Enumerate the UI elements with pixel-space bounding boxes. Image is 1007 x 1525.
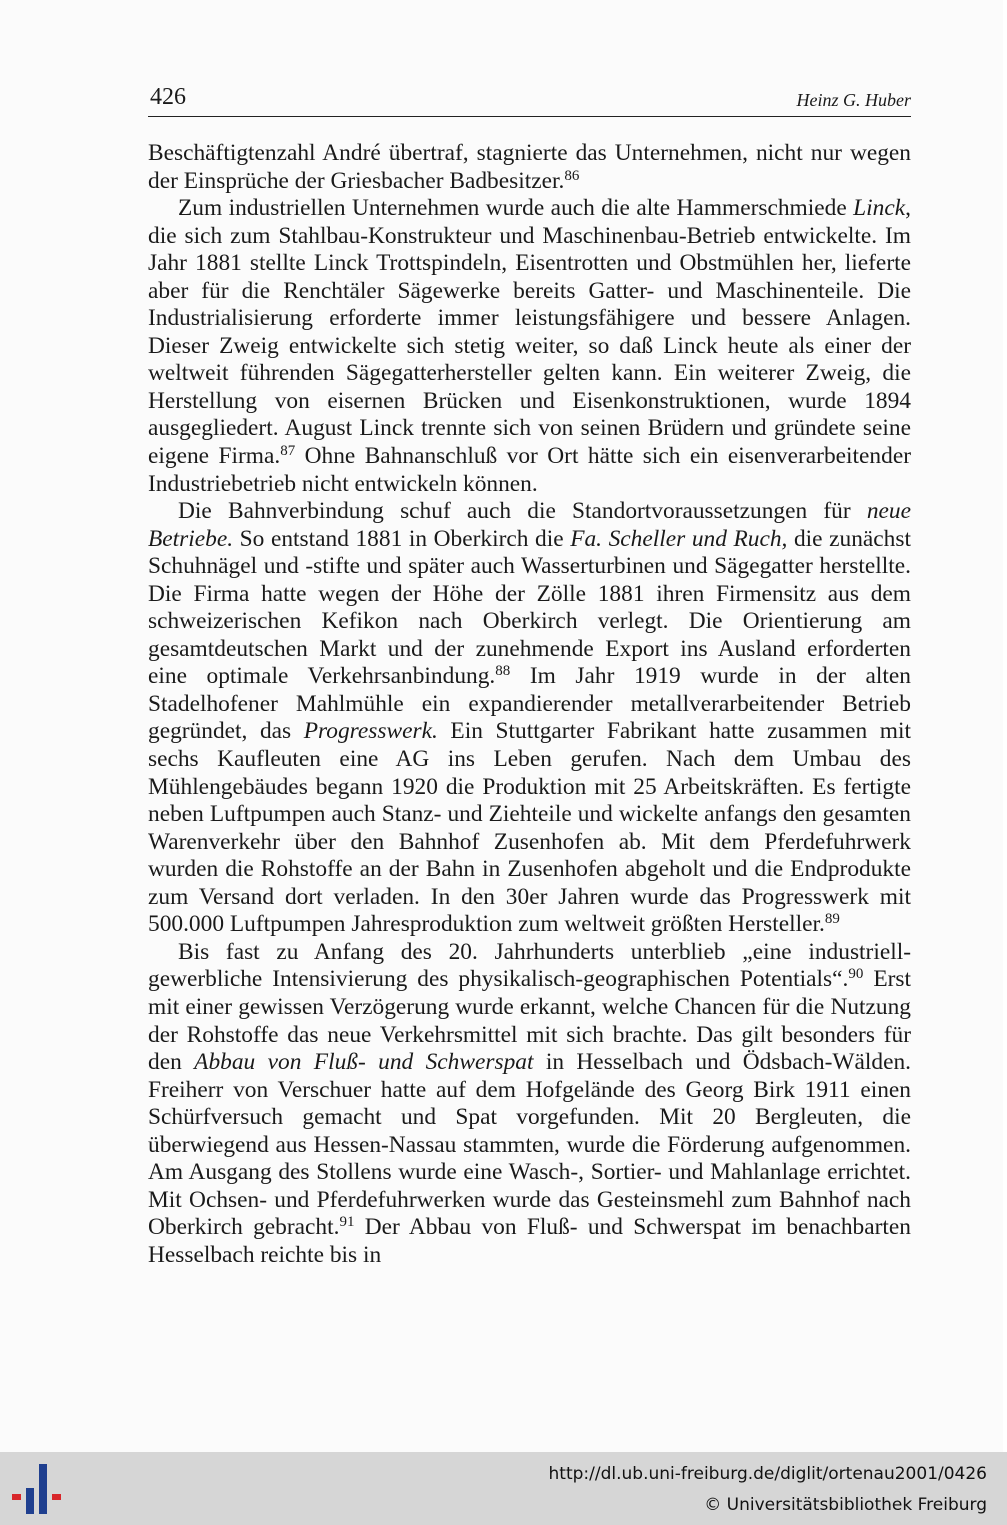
footnote-marker: 86 [564, 167, 580, 184]
page-header [148, 82, 911, 117]
text-run: Erst mit einer gewissen Verzögerung wurde erkannt, welche Chancen für die Nutzung der Rohstoffe das neue Verkehrsmittel mit sich brachte. Das gilt besonders für den [148, 966, 911, 1076]
footnote-marker: 87 [280, 443, 296, 460]
footnote-marker: 88 [495, 663, 511, 680]
footnote-marker: 89 [824, 911, 840, 928]
italic-term: Fa. Scheller und Ruch, [570, 525, 788, 552]
footnote-marker: 90 [848, 966, 864, 983]
italic-term: Linck [853, 195, 906, 222]
text-run: Beschäftigtenzahl André übertraf, stagnierte das Unternehmen, nicht nur wegen der Einsprüche der Griesbacher Badbesitzer. [148, 140, 911, 194]
text-run: Zum industriellen Unternehmen wurde auch die alte Hammerschmiede [178, 195, 854, 222]
permalink-url[interactable]: http://dl.ub.uni-freiburg.de/diglit/ortenau2001/0426 [548, 1464, 987, 1484]
text-run: in Hesselbach und Ödsbach-Wälden. Freiherr von Verschuer hatte auf dem Hofgelände des Georg Birk 1911 einen Schürfversuch gemacht und Spat vorgefunden. Mit 20 Bergleuten, die überwiegend aus Hessen-Nassau stammten, wurde die Förderung aufgenommen. Am Ausgang des Stollens wurde eine Wasch-, Sortier- und Mahlanlage errichtet. Mit Ochsen- und Pferdefuhrwerken wurde das Gesteinsmehl zum Bahnhof nach Oberkirch gebracht. [148, 1049, 911, 1241]
text-run: Der Abbau von Fluß- und Schwerspat im benachbarten Hesselbach reichte bis in [148, 1214, 911, 1268]
body-paragraph [148, 939, 911, 1270]
text-run: Im Jahr 1919 wurde in der alten Stadelhofener Mahlmühle ein expandierender metallverarbeitender Betrieb gegründet, das [148, 663, 911, 745]
body-paragraph [148, 498, 911, 939]
body-text [148, 140, 911, 1269]
italic-term: Progresswerk. [303, 718, 438, 745]
body-paragraph [148, 140, 911, 195]
running-head-author: Heinz G. Huber [796, 90, 911, 110]
text-run: die zunächst Schuhnägel und -stifte und später auch Wasserturbinen und Sägegatter herstellte. Die Firma hatte wegen der Höhe der Zölle 1881 ihren Firmensitz aus dem schweizerischen Kefikon nach Oberkirch verlegt. Die Orientierung am gesamtdeutschen Markt und der zunehmende Export ins Ausland erforderten eine optimale Verkehrsanbindung. [148, 525, 911, 690]
ub-freiburg-logo-icon [12, 1464, 64, 1514]
text-run: Bis fast zu Anfang des 20. Jahrhunderts unterblieb „eine industriell-gewerbliche Intensivierung des physikalisch-geographischen Potentials“. [148, 938, 911, 993]
italic-term: Abbau von Fluß- und Schwerspat [194, 1049, 534, 1076]
italic-term: neue Betriebe. [148, 498, 911, 552]
footnote-marker: 91 [339, 1214, 355, 1231]
text-run: Ohne Bahnanschluß vor Ort hätte sich ein eisenverarbeitender Industriebetrieb nicht entwickeln können. [148, 443, 911, 497]
text-run: , die sich zum Stahlbau-Konstrukteur und Maschinenbau-Betrieb entwickelte. Im Jahr 1881 stellte Linck Trottspindeln, Eisentrotten und Obstmühlen her, lieferte aber für die Renchtäler Sägewerke bereits Gatter- und Maschinenteile. Die Industrialisierung erforderte immer leistungsfähigere und bessere Anlagen. Dieser Zweig entwickelte sich stetig weiter, so daß Linck heute als einer der weltweit führenden Sägegatterhersteller gelten kann. Ein weiterer Zweig, die Herstellung von eisernen Brücken und Eisenkonstruktionen, wurde 1894 ausgegliedert. August Linck trennte sich von seinen Brüdern und gründete seine eigene Firma. [148, 195, 911, 470]
copyright-notice: © Universitätsbibliothek Freiburg [704, 1495, 987, 1515]
page-number: 426 [150, 84, 186, 110]
text-run: So entstand 1881 in Oberkirch die [233, 525, 571, 552]
text-run: Die Bahnverbindung schuf auch die Standortvoraussetzungen für [178, 498, 867, 525]
body-paragraph [148, 195, 911, 498]
text-run: Ein Stuttgarter Fabrikant hatte zusammen mit sechs Kaufleuten eine AG ins Leben gerufen. Nach dem Umbau des Mühlengebäudes begann 1920 die Produktion mit 25 Arbeitskräften. Es fertigte neben Luftpumpen auch Stanz- und Ziehteile und wickelte anfangs den gesamten Warenverkehr über den Bahnhof Zusenhofen ab. Mit dem Pferdefuhrwerk wurden die Rohstoffe an der Bahn in Zusenhofen abgeholt und die Endprodukte zum Versand dort verladen. In den 30er Jahren wurde das Progresswerk mit 500.000 Luftpumpen Jahresproduktion zum weltweit größten Hersteller. [148, 718, 911, 938]
footer-bar [0, 1452, 1007, 1525]
